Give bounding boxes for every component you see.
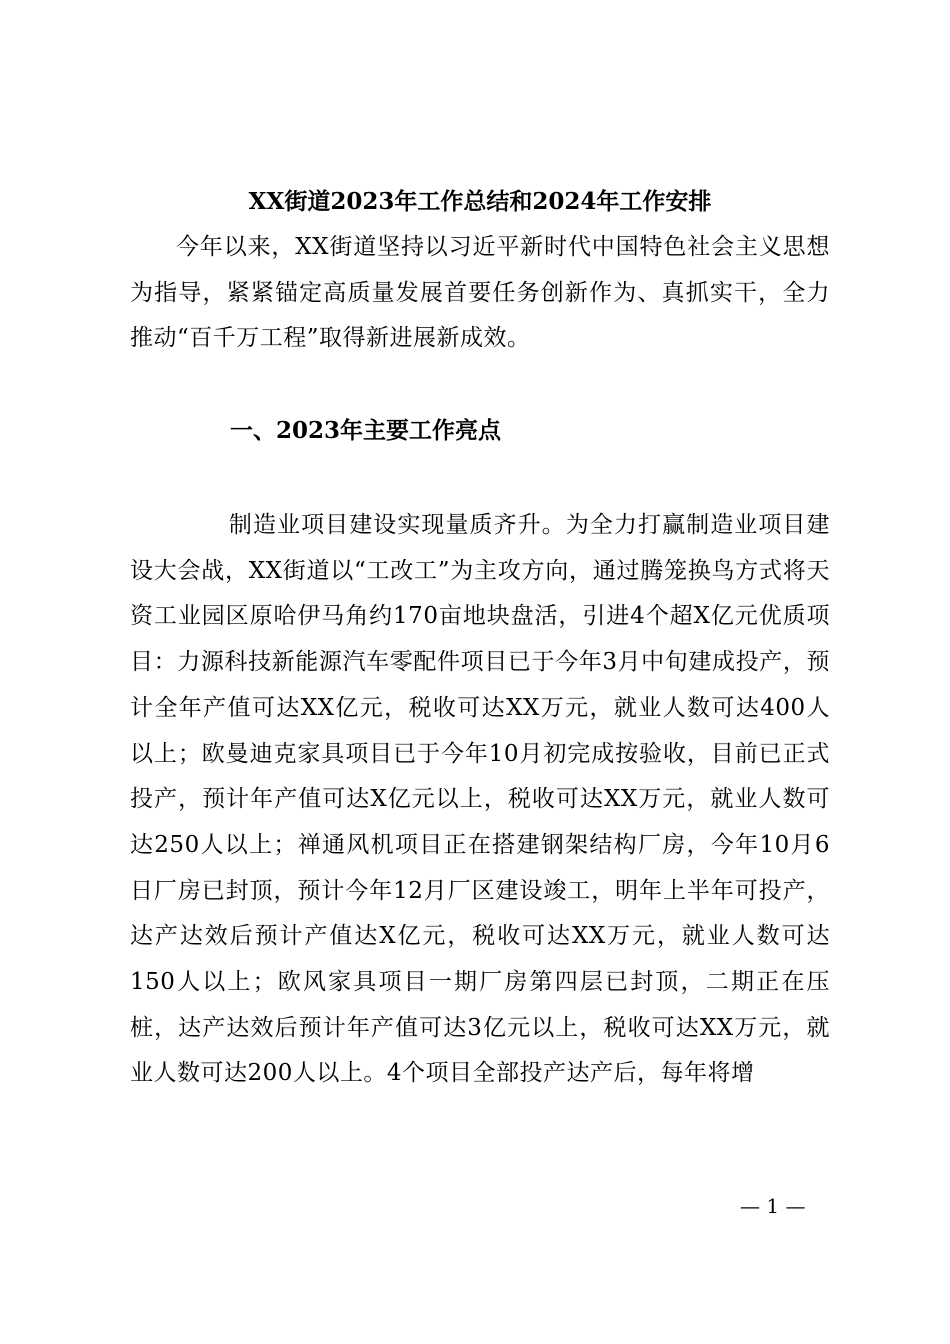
page-number: — 1 — — [740, 1194, 806, 1218]
section-heading: 一、2023年主要工作亮点 — [230, 417, 502, 444]
document-title: XX街道2023年工作总结和2024年工作安排 — [248, 188, 712, 215]
section-paragraph: 制造业项目建设实现量质齐升。为全力打赢制造业项目建设大会战，XX街道以“工改工”为主攻方向，通过腾笼换鸟方式将天资工业园区原哈伊马角约170亩地块盘活，引进4个超X亿元优质项目：力源科技新能源汽车零配件项目已于今年3月中旬建成投产，预计全年产值可达XX亿元，税收可达XX万元，就业人数可达400人以上；欧曼迪克家具项目已于今年10月初完成按验收，目前已正式投产，预计年产值可达X亿元以上，税收可达XX万元，就业人数可达250人以上；禅通风机项目正在搭建钢架结构厂房，今年10月6日厂房已封顶，预计今年12月厂区建设竣工，明年上半年可投产，达产达效后预计产值达X亿元，税收可达XX万元，就业人数可达150人以上；欧风家具项目一期厂房第四层已封顶，二期正在压桩，达产达效后预计年产值可达3亿元以上，税收可达XX万元，就业人数可达200人以上。4个项目全部投产达产后，每年将增 — [130, 512, 830, 1087]
intro-paragraph: 今年以来，XX街道坚持以习近平新时代中国特色社会主义思想为指导，紧紧锚定高质量发展首要任务创新作为、真抓实干，全力推动“百千万工程”取得新进展新成效。 — [130, 234, 830, 352]
